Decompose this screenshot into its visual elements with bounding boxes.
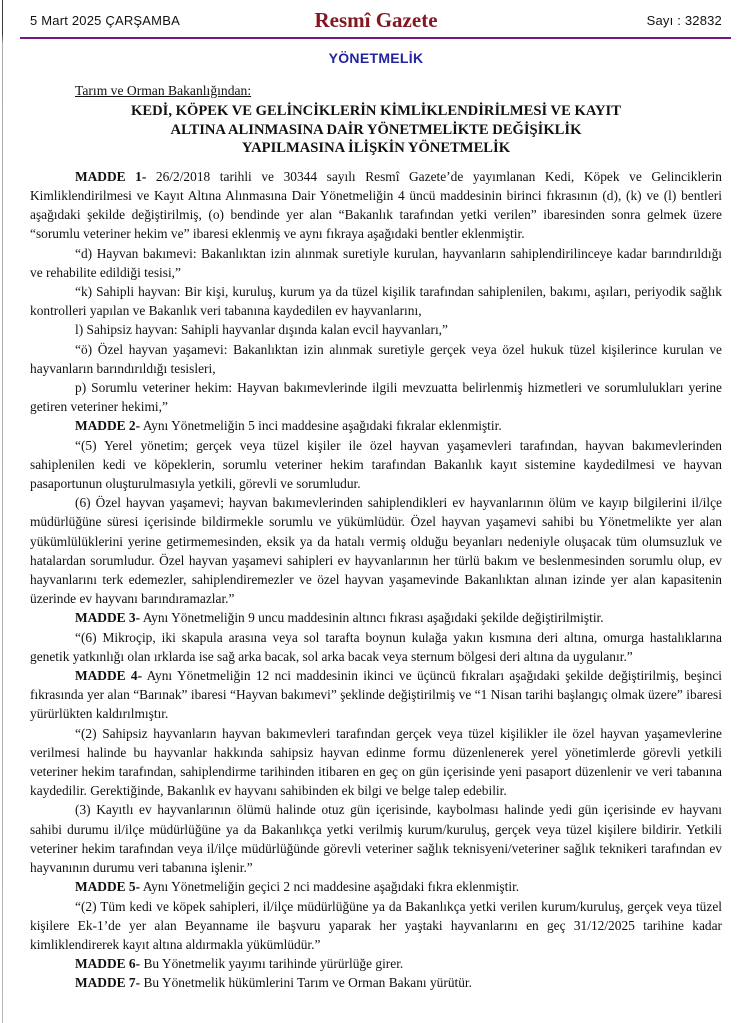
document-body [30, 167, 722, 993]
paragraph-text: (6) Özel hayvan yaşamevi; hayvan bakımevlerinden sahiplendikleri ev hayvanlarının ölüm ve kayıp bilgilerini il/ilçe müdürlüğüne süresi içerisinde bildirmekle sorumlu ve yükümlüdür. Özel hayvan yaşamevi sahibi bu Yönetmelikte yer alan yükümlülüklerini yerine getirmemesinden, eksik ya da hatalı vermiş olduğu beyanları nedeniyle oluşacak tüm olumsuzluk ve hatalardan sorumludur. Özel hayvan yaşamevi sahipleri ev hayvanlarının her türlü bakım ve beslenmesinden sorumlu olup, ev hayvanlarını terk edemezler, sahiplendiremezler ve özel hayvan yaşamevinde Bakanlıktan alınan izinde yer alan kapasitenin üzerinde ev hayvanı barındıramazlar.” [30, 495, 722, 607]
body-paragraph [30, 244, 722, 282]
body-paragraph [30, 666, 722, 724]
body-paragraph [30, 378, 722, 416]
paragraph-text: “k) Sahipli hayvan: Bir kişi, kuruluş, kurum ya da tüzel kişilik tarafından sahiplenilen, bakımı, aşıları, periyodik sağlık kontrolleri yapılan ve Bakanlık veri tabanına kaydedilen ev hayvanlarını, [30, 284, 722, 319]
ministry-line: Tarım ve Orman Bakanlığından: [75, 83, 252, 98]
paragraph-text: Aynı Yönetmeliğin 5 inci maddesine aşağıdaki fıkralar eklenmiştir. [140, 418, 502, 434]
article-label: MADDE 3- [75, 610, 141, 626]
article-label: MADDE 2- [75, 418, 141, 434]
issue-number: Sayı : 32832 [646, 13, 722, 28]
paragraph-text: Aynı Yönetmeliğin 9 uncu maddesinin altıncı fıkrası aşağıdaki şekilde değiştirilmiştir. [140, 610, 604, 626]
page-edge-line [2, 0, 3, 1023]
article-label: MADDE 5- [75, 879, 141, 895]
paragraph-text: “ö) Özel hayvan yaşamevi: Bakanlıktan izin alınmak suretiyle gerçek veya özel hukuk tüzel kişilerince kurulan ve hayvanların barındırıldığı tesisleri, [30, 341, 722, 376]
body-paragraph [30, 628, 722, 666]
body-paragraph [30, 416, 722, 435]
title-line-2: ALTINA ALINMASINA DAİR YÖNETMELİKTE DEĞİŞİKLİK [170, 121, 582, 138]
title-line-1: KEDİ, KÖPEK VE GELİNCİKLERİN KİMLİKLENDİRİLMESİ VE KAYIT [131, 103, 621, 119]
section-heading: YÖNETMELİK [328, 50, 424, 66]
body-paragraph [30, 877, 722, 896]
regulation-title [30, 102, 722, 158]
article-label: MADDE 1- [75, 168, 147, 184]
paragraph-text: “(2) Sahipsiz hayvanların hayvan bakımevleri tarafından gerçek veya tüzel kişilikler ile özel hayvan yaşamevlerine verilmesi halinde bu hayvanlar hakkında sahipsiz hayvan edinme formu düzenlenerek yerel yönetimlerde görevli yetkili veteriner hekim tarafından, sahiplendirme tarihinden itibaren en geç on gün içerisinde yeni pasaport düzenlenir ve veri tabanına kaydedilir. Gerektiğinde, Bakanlık ev hayvanı sahibinden ek bilgi ve belge talep edebilir. [30, 725, 722, 799]
body-paragraph [30, 954, 722, 973]
body-paragraph [30, 436, 722, 494]
body-paragraph [30, 973, 722, 992]
issue-date: 5 Mart 2025 ÇARŞAMBA [30, 13, 180, 28]
paragraph-text: “d) Hayvan bakımevi: Bakanlıktan izin alınmak suretiyle kurulan, hayvanların sahiplendirilinceye kadar barındırıldığı ve rehabilite edildiği tesisi,” [30, 245, 722, 280]
paragraph-text: 26/2/2018 tarihli ve 30344 sayılı Resmî Gazete’de yayımlanan Kedi, Köpek ve Gelinciklerin Kimliklendirilmesi ve Kayıt Altına Alınmasına Dair Yönetmeliğin 4 üncü maddesinin birinci fıkrasının (d), (k) ve (l) bentleri aşağıdaki şekilde değiştirilmiş, (o) bendinde yer alan “Bakanlık tarafından yetki verilen” ibaresinden sonra gelmek üzere “sorumlu veteriner hekim ve” ibaresi eklenmiş ve aynı fıkraya aşağıdaki bentler eklenmiştir. [30, 168, 722, 242]
paragraph-text: “(2) Tüm kedi ve köpek sahipleri, il/ilçe müdürlüğüne ya da Bakanlıkça yetki verilen kurum/kuruluş, gerçek veya tüzel kişilere Ek-1’de yer alan Beyanname ile başvuru yaparak her yaştaki hayvanlarını en geç 31/12/2025 tarihine kadar kimliklendirerek kayıt altına aldırmakla yükümlüdür.” [30, 898, 722, 952]
paragraph-text: “(5) Yerel yönetim; gerçek veya tüzel kişiler ile özel hayvan yaşamevleri tarafından, hayvan bakımevlerinden sahiplenilen kedi ve köpeklerin, sorumlu veteriner hekim tarafından Bakanlık kayıt sistemine kaydedilmesi ve hayvan pasaportunun oluşturulmasıyla yetkili, görevli ve sorumludur. [30, 437, 722, 492]
masthead-title: Resmî Gazete [314, 8, 438, 32]
body-paragraph [30, 897, 722, 955]
paragraph-text: Bu Yönetmelik hükümlerini Tarım ve Orman Bakanı yürütür. [140, 975, 473, 991]
paragraph-text: p) Sorumlu veteriner hekim: Hayvan bakımevlerinde ilgili mevzuatta belirlenmiş hizmetleri ve sorumlulukları yerine getiren veteriner hekimi,” [30, 380, 722, 415]
body-paragraph [30, 724, 722, 801]
paragraph-text: Aynı Yönetmeliğin 12 nci maddesinin ikinci ve üçüncü fıkraları aşağıdaki şekilde değiştirilmiş, beşinci fıkrasında yer alan “Barınak” ibaresi “Hayvan bakımevi” şeklinde değiştirilmiş ve “1 Nisan tarihi başlangıç olmak üzere” ibaresi yürürlükten kaldırılmıştır. [30, 668, 722, 722]
body-paragraph [30, 493, 722, 608]
paragraph-text: Bu Yönetmelik yayımı tarihinde yürürlüğe girer. [140, 956, 404, 972]
article-label: MADDE 7- [75, 975, 141, 991]
body-paragraph [30, 167, 722, 244]
header-rule [20, 37, 731, 39]
body-paragraph [30, 340, 722, 378]
article-label: MADDE 6- [75, 956, 141, 972]
article-label: MADDE 4- [75, 668, 143, 684]
body-paragraph [30, 282, 722, 320]
paragraph-text: Aynı Yönetmeliğin geçici 2 nci maddesine aşağıdaki fıkra eklenmiştir. [140, 879, 520, 895]
paragraph-text: “(6) Mikroçip, iki skapula arasına veya sol tarafta boynun kulağa yakın kısmına deri altına, omurga hastalıklarına genetik yatkınlığı olan ırklarda ise sağ arka bacak, sol arka bacak veya sternum bölgesi deri altına da uygulanır.” [30, 629, 722, 664]
paragraph-text: l) Sahipsiz hayvan: Sahipli hayvanlar dışında kalan evcil hayvanları,” [75, 322, 448, 338]
title-line-3: YAPILMASINA İLİŞKİN YÖNETMELİK [241, 140, 511, 157]
body-paragraph [30, 608, 722, 627]
paragraph-text: (3) Kayıtlı ev hayvanlarının ölümü halinde otuz gün içerisinde, kaybolması halinde yedi gün içerisinde ev hayvanı sahibi durumu il/ilçe müdürlüğüne ya da Bakanlıkça yetki verilmiş kurum/kuruluş, gerçek veya tüzel kişilere bildirir. Yetkili veteriner hekim tarafından veya il/ilçe müdürlüğünde görevli veteriner sağlık teknisyeni/veteriner sağlık teknikeri tarafından ev hayvanının durumu veri tabanına işlenir.” [30, 802, 722, 876]
gazette-header [30, 8, 722, 33]
body-paragraph [30, 800, 722, 877]
body-paragraph [30, 320, 722, 339]
